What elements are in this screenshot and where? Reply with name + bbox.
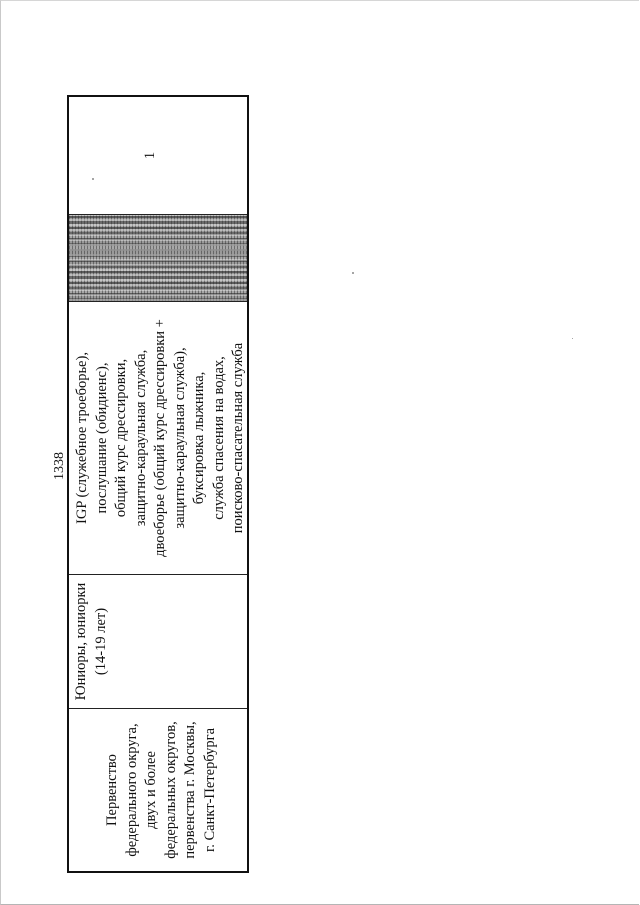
discipline-line: послушание (обидиенс), [93, 362, 110, 514]
value-cell [69, 97, 247, 214]
discipline-line: общий курс дрессировки, [113, 358, 129, 518]
discipline-line: двоеборье (общий курс дрессировки + [152, 319, 168, 557]
scan-speck [572, 338, 573, 339]
competition-line: двух и более [143, 751, 159, 829]
discipline-line: IGP (служебное троеборье), [74, 352, 90, 524]
rotated-table-container [67, 95, 249, 873]
age-group-lines [72, 583, 111, 701]
age-group-cell [69, 574, 247, 708]
competition-line: федерального округа, [123, 723, 140, 857]
discipline-line: защитно-караульная служба), [171, 347, 188, 529]
competition-line: г. Санкт-Петербурга [201, 727, 218, 853]
scan-speck [92, 178, 94, 180]
value-text: 1 [142, 151, 158, 160]
shaded-cell [69, 214, 247, 301]
discipline-line: служба спасения на водах, [210, 356, 227, 520]
disciplines-cell [69, 301, 247, 574]
competition-line: Первенство [104, 754, 120, 826]
age-group-line: Юниоры, юниорки [73, 582, 89, 701]
competition-cell [69, 708, 247, 871]
competition-line: федеральных округов, [162, 721, 179, 859]
disciplines-lines [73, 319, 249, 557]
discipline-line: поисково-спасательная служба [230, 342, 246, 534]
competition-lines [103, 721, 220, 858]
discipline-line: буксировка лыжника, [191, 371, 207, 505]
scan-speck [352, 272, 354, 274]
table-row [67, 95, 249, 873]
discipline-line: защитно-караульная служба, [132, 349, 149, 527]
competition-line: первенства г. Москвы, [182, 721, 198, 859]
page-number-text: 1338 [52, 452, 67, 480]
age-group-line: (14-19 лет) [92, 607, 109, 676]
